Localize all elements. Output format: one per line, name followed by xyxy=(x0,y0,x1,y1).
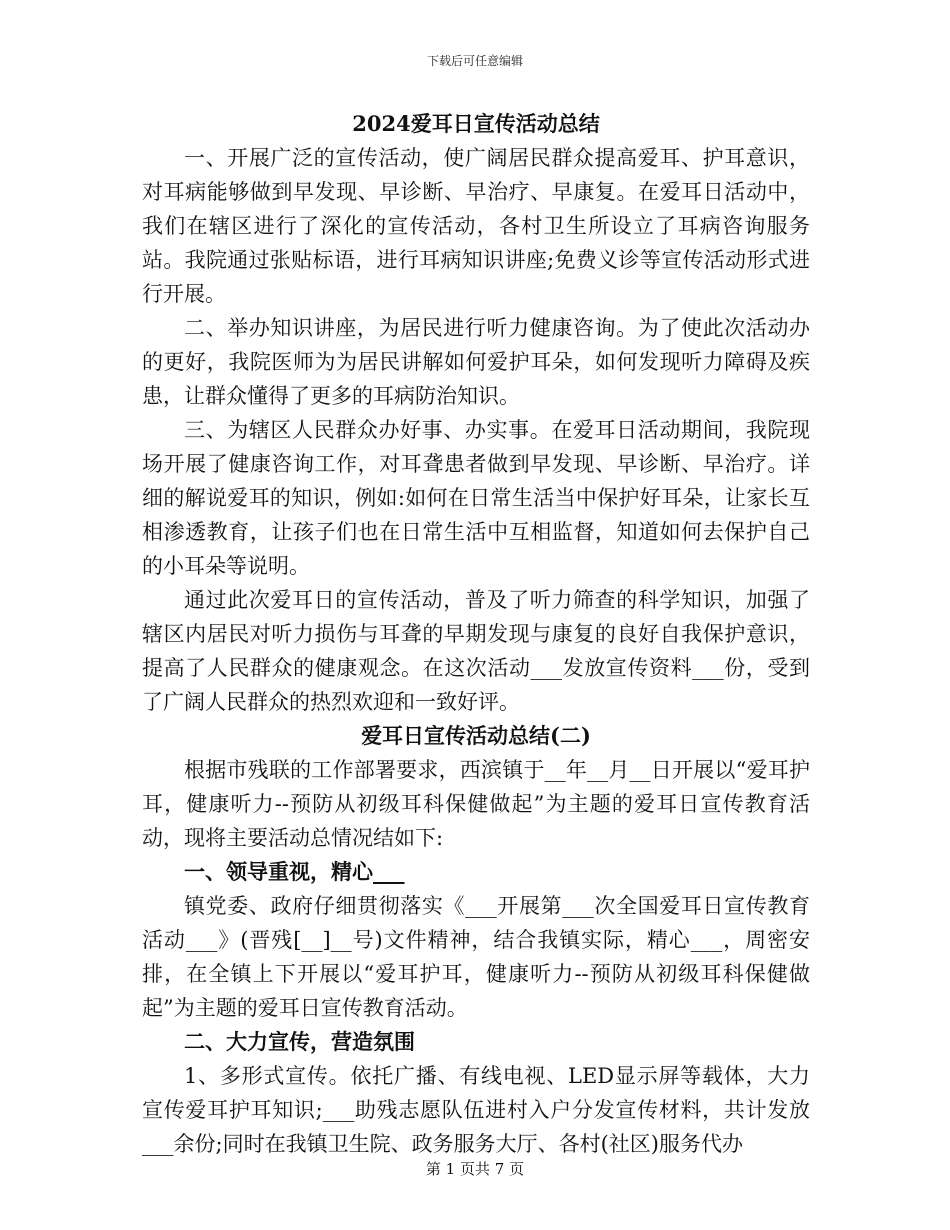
page-number-footer: 第 1 页共 7 页 xyxy=(425,1160,525,1178)
document-body xyxy=(142,107,810,1161)
download-editable-note: 下载后可任意编辑 xyxy=(426,54,523,68)
paragraph-5: 根据市残联的工作部署要求，西滨镇于__年__月__日开展以“爱耳护耳，健康听力--预防从初级耳科保健做起”为主题的爱耳日宣传教育活动，现将主要活动总情况结如下: xyxy=(142,758,810,850)
document-title: 2024爱耳日宣传活动总结 xyxy=(352,111,600,136)
subheading-publicity: 二、大力宣传，营造氛围 xyxy=(184,1029,415,1054)
paragraph-1: 一、开展广泛的宣传活动，使广阔居民群众提高爱耳、护耳意识，对耳病能够做到早发现、早诊断、早治疗、早康复。在爱耳日活动中，我们在辖区进行了深化的宣传活动，各村卫生所设立了耳病咨询服务站。我院通过张贴标语，进行耳病知识讲座;免费义诊等宣传活动形式进行开展。 xyxy=(142,146,810,306)
section-title-2: 爱耳日宣传活动总结(二) xyxy=(361,723,591,748)
paragraph-7: 1、多形式宣传。依托广播、有线电视、LED显示屏等载体，大力宣传爱耳护耳知识;___助残志愿队伍进村入户分发宣传材料，共计发放___余份;同时在我镇卫生院、政务服务大厅、各村(社区)服务代办 xyxy=(142,1064,810,1156)
subheading-leadership: 一、领导重视，精心___ xyxy=(184,859,405,884)
paragraph-4: 通过此次爱耳日的宣传活动，普及了听力筛查的科学知识，加强了辖区内居民对听力损伤与耳聋的早期发现与康复的良好自我保护意识，提高了人民群众的健康观念。在这次活动___发放宣传资料___份，受到了广阔人民群众的热烈欢迎和一致好评。 xyxy=(142,588,810,714)
paragraph-6: 镇党委、政府仔细贯彻落实《___开展第___次全国爱耳日宣传教育活动___》(晋残[__]__号)文件精神，结合我镇实际，精心___，周密安排，在全镇上下开展以“爱耳护耳，健康听力--预防从初级耳科保健做起”为主题的爱耳日宣传教育活动。 xyxy=(142,894,810,1020)
paragraph-3: 三、为辖区人民群众办好事、办实事。在爱耳日活动期间，我院现场开展了健康咨询工作，对耳聋患者做到早发现、早诊断、早治疗。详细的解说爱耳的知识，例如:如何在日常生活当中保护好耳朵，让家长互相渗透教育，让孩子们也在日常生活中互相监督，知道如何去保护自己的小耳朵等说明。 xyxy=(142,418,810,578)
paragraph-2: 二、举办知识讲座，为居民进行听力健康咨询。为了使此次活动办的更好，我院医师为为居民讲解如何爱护耳朵，如何发现听力障碍及疾患，让群众懂得了更多的耳病防治知识。 xyxy=(142,316,810,408)
